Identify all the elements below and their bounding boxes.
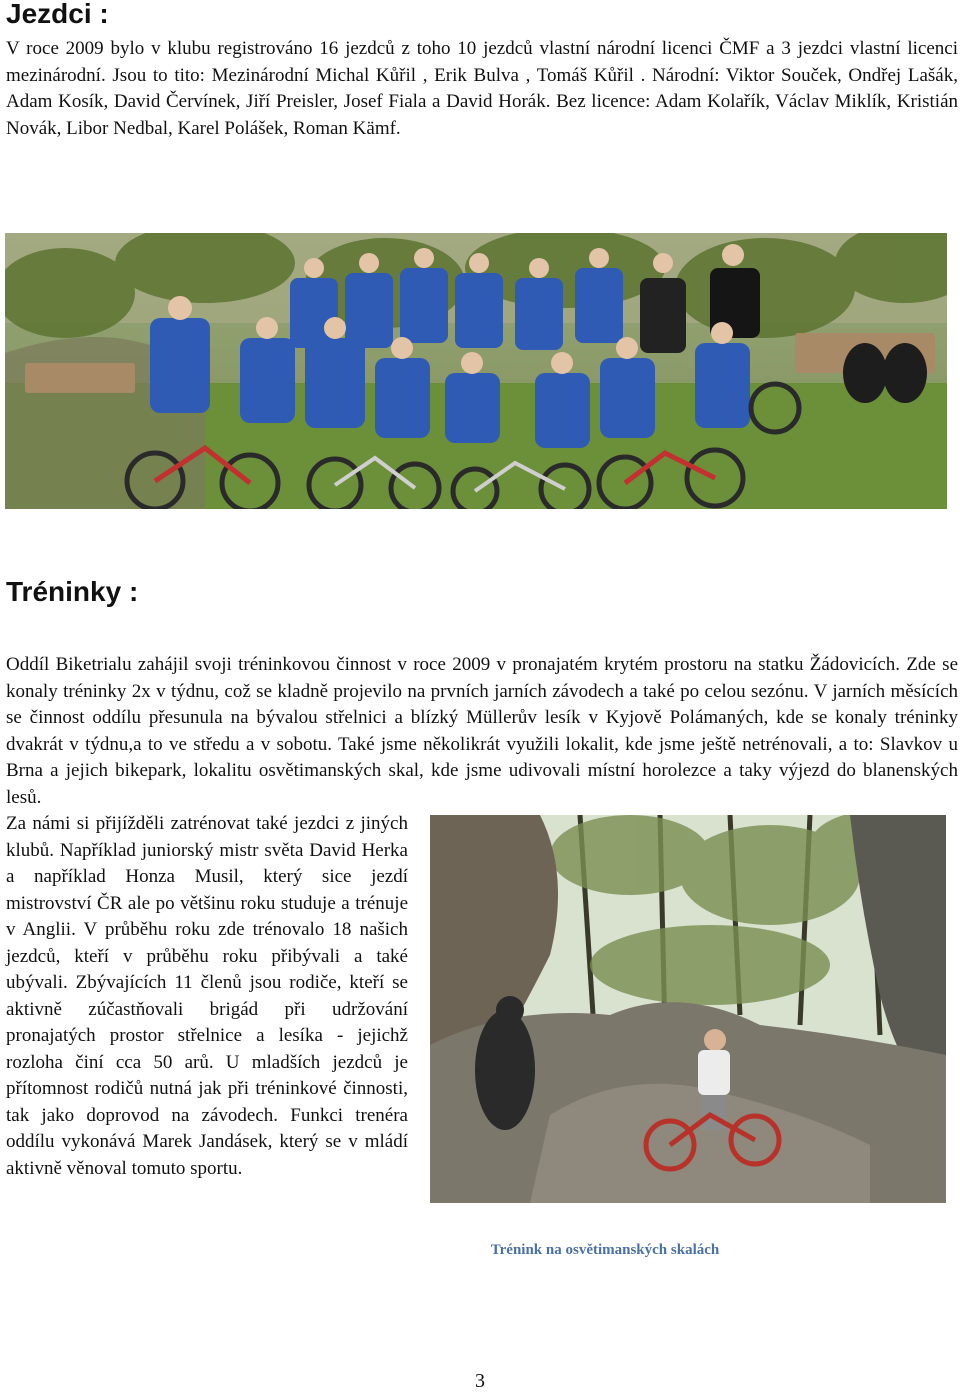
training-paragraph: Oddíl Biketrialu zahájil svoji tréninkovou činnost v roce 2009 v pronajatém krytém prostoru na statku Žádovicích. Zde se konaly tréninky 2x v týdnu, což se kladně projevilo na prvních jarních závodech a také po celou sezónu. V jarních měsících se činnost oddílu přesunula na bývalou střelnici a blízký Müllerův lesík v Kyjově Polámaných, kde se konaly tréninky dvakrát v týdnu,a to ve středu a v sobotu. Také jsme několikrát využili lokalit, kde jsme ještě netrénovali, a to: Slavkov u Brna a jejich bikepark, lokalitu osvětimanských skal, kde jsme udivovali místní horolezce a taky výjezd do blanenských lesů. bbox=[6, 654, 958, 808]
rocks-training-photo bbox=[430, 815, 946, 1203]
team-group-photo bbox=[5, 233, 947, 509]
section-heading-training: Tréninky : bbox=[6, 576, 139, 607]
photo-caption: Trénink na osvětimanských skalách bbox=[490, 1242, 720, 1258]
section-heading-riders: Jezdci : bbox=[6, 0, 109, 29]
riders-paragraph: V roce 2009 bylo v klubu registrováno 16 jezdců z toho 10 jezdců vlastní národní licenci ČMF a 3 jezdci vlastní licenci mezinárodní. Jsou to tito: Mezinárodní Michal Kůřil , Erik Bulva , Tomáš Kůřil . Národní: Viktor Souček, Ondřej Lašák, Adam Kosík, David Červínek, Jiří Preisler, Josef Fiala a David Horák. Bez licence: Adam Kolařík, Václav Miklík, Kristián Novák, Libor Nedbal, Karel Polášek, Roman Kämf. bbox=[6, 38, 958, 139]
training-paragraph-2: Za námi si přijížděli zatrénovat také jezdci z jiných klubů. Například juniorský mistr světa David Herka a například Honza Musil, který sice jezdí mistrovství ČR ale po většinu roku studuje a trénuje v Anglii. V průběhu roku zde trénovalo 18 našich jezdců, kteří v průběhu roku přibývali a také ubývali. Zbývajících 11 členů jsou rodiče, kteří se aktivně zúčastňovali brigád při udržování pronajatých prostor střelnice a lesíka - jejichž rozloha činí cca 50 arů. U mladších jezdců je přítomnost rodičů nutná jak při tréninkové činnosti, tak jako doprovod na závodech. Funkci trenéra oddílu vykonává Marek Jandásek, který se v mládí aktivně věnoval tomuto sportu. bbox=[6, 813, 408, 1179]
page-number: 3 bbox=[475, 1370, 485, 1392]
